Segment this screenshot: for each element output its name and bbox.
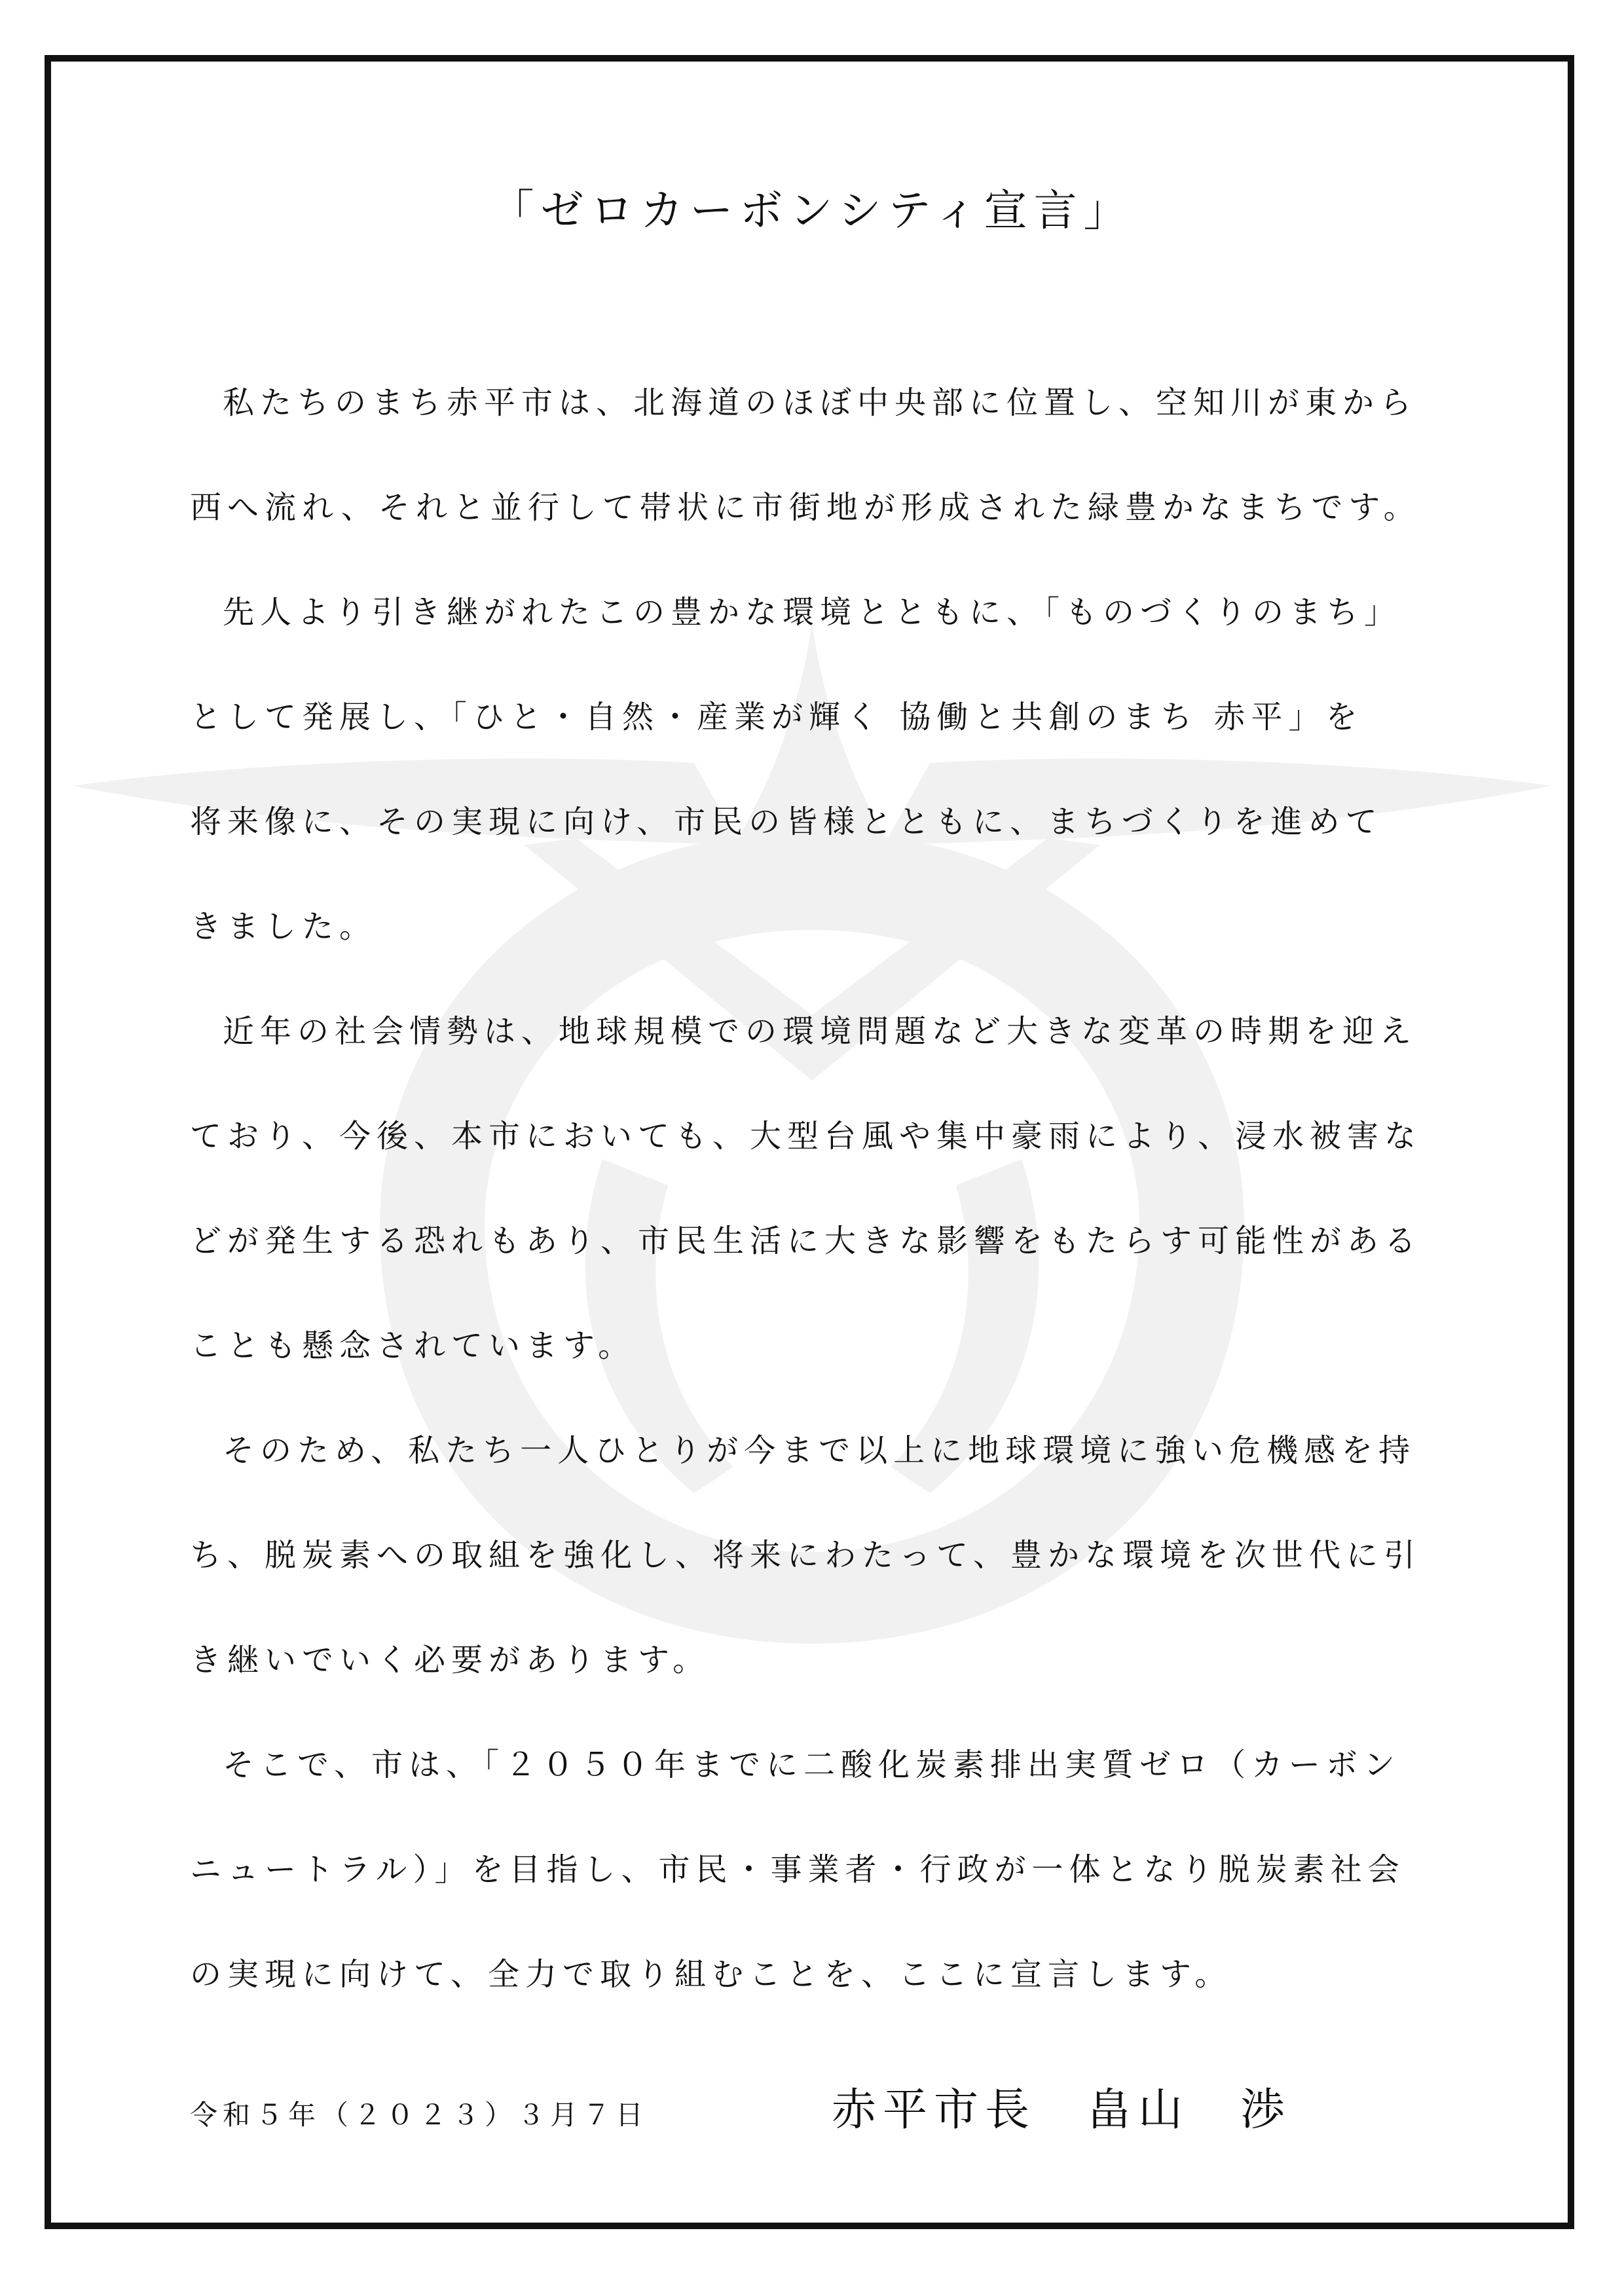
- body-line: 近年の社会情勢は、地球規模での環境問題など大きな変革の時期を迎え: [223, 1013, 1418, 1050]
- body-line: の実現に向けて、全力で取り組むことを、ここに宣言します。: [190, 1956, 1232, 1993]
- body-line: きました。: [190, 908, 377, 945]
- declaration-date: 令和５年（２０２３）３月７日: [190, 2099, 649, 2131]
- body-line: どが発生する恐れもあり、市民生活に大きな影響をもたらす可能性がある: [190, 1223, 1422, 1259]
- body-line: ち、脱炭素への取組を強化し、将来にわたって、豊かな環境を次世代に引: [190, 1537, 1422, 1574]
- body-line: 西へ流れ、それと並行して帯状に市街地が形成された緑豊かなまちです。: [190, 489, 1421, 526]
- body-line: 先人より引き継がれたこの豊かな環境とともに、「ものづくりのまち」: [223, 594, 1402, 631]
- body-line: ことも懸念されています。: [190, 1327, 636, 1364]
- body-line: ており、今後、本市においても、大型台風や集中豪雨により、浸水被害な: [190, 1118, 1422, 1155]
- body-line: き継いでいく必要があります。: [190, 1642, 710, 1678]
- body-line: 私たちのまち赤平市は、北海道のほぼ中央部に位置し、空知川が東から: [223, 384, 1418, 421]
- mayor-signature: 赤平市長 畠山 渉: [832, 2084, 1292, 2136]
- signature-block: [190, 2079, 1500, 2138]
- body-line: そのため、私たち一人ひとりが今まで以上に地球環境に強い危機感を持: [223, 1432, 1416, 1469]
- body-line: として発展し、「ひと・自然・産業が輝く 協働と共創のまち 赤平」を: [190, 699, 1363, 735]
- body-line: 将来像に、その実現に向け、市民の皆様とともに、まちづくりを進めて: [190, 804, 1383, 840]
- declaration-body: [190, 373, 1473, 2050]
- body-line: ニュートラル）」を目指し、市民・事業者・行政が一体となり脱炭素社会: [190, 1851, 1405, 1888]
- body-line: そこで、市は、「２０５０年までに二酸化炭素排出実質ゼロ（カーボン: [223, 1747, 1401, 1783]
- declaration-title: 「ゼロカーボンシティ宣言」: [490, 185, 1134, 236]
